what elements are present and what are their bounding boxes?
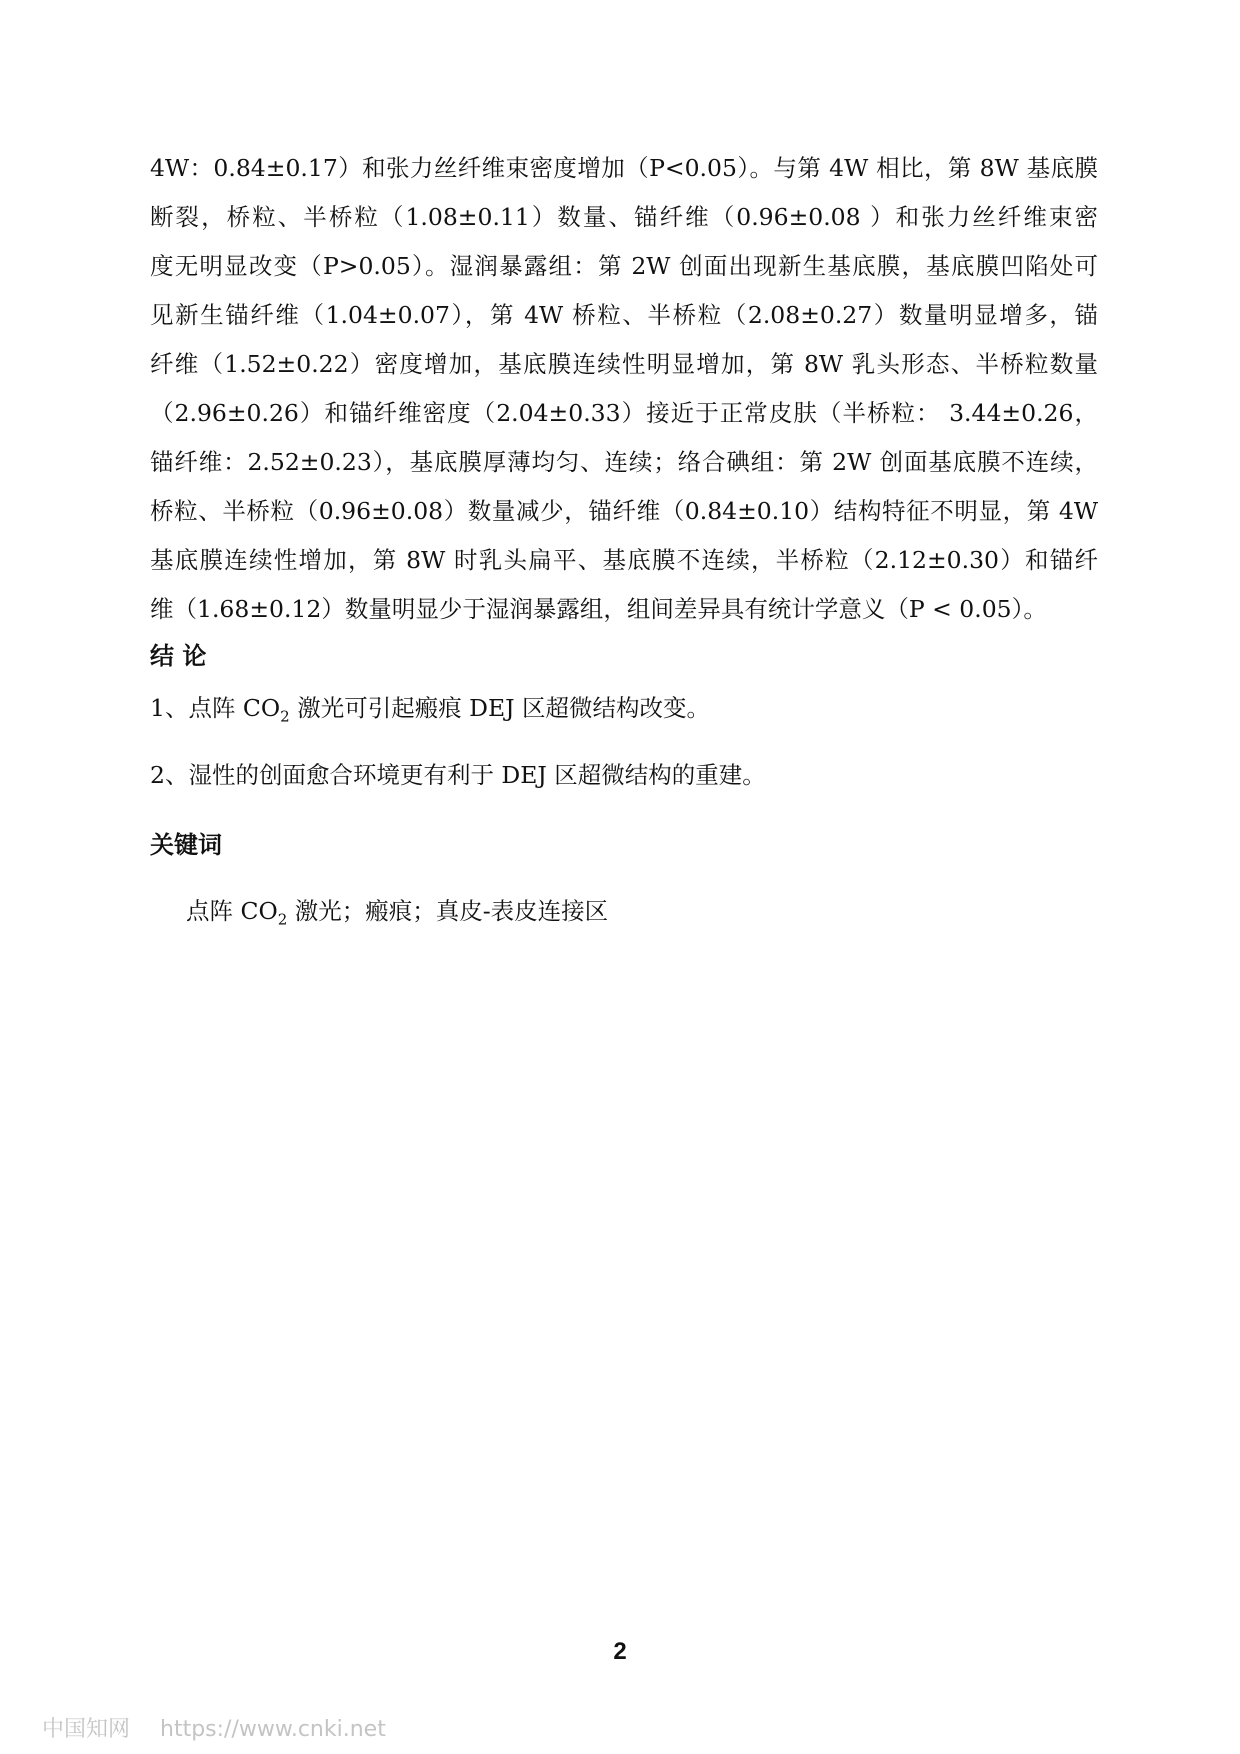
conclusion-heading: 结 论 bbox=[150, 642, 207, 670]
conclusion-item-1 bbox=[150, 689, 710, 726]
watermark-brand: 中国知网 bbox=[42, 1717, 131, 1742]
text-line: 基底膜连续性增加，第 8W 时乳头扁平、基底膜不连续，半桥粒（2.12±0.30）和锚纤 bbox=[150, 546, 1098, 574]
text-line: 断裂，桥粒、半桥粒（1.08±0.11）数量、锚纤维（0.96±0.08 ）和张力丝纤维束密 bbox=[150, 203, 1098, 231]
keywords-heading: 关键词 bbox=[150, 831, 222, 859]
watermark-url: https://www.cnki.net bbox=[160, 1717, 386, 1742]
text-line: 4W：0.84±0.17）和张力丝纤维束密度增加（P<0.05）。与第 4W 相比，第 8W 基底膜 bbox=[150, 154, 1098, 182]
text-line: 度无明显改变（P>0.05）。湿润暴露组：第 2W 创面出现新生基底膜，基底膜凹陷处可 bbox=[150, 252, 1098, 280]
page-number: 2 bbox=[613, 1638, 627, 1665]
conclusion-item-1-prefix: 1、点阵 CO bbox=[150, 694, 281, 722]
text-line: 桥粒、半桥粒（0.96±0.08）数量减少，锚纤维（0.84±0.10）结构特征不明显，第 4W bbox=[150, 497, 1098, 525]
subscript-2: 2 bbox=[277, 910, 288, 929]
text-line: 纤维（1.52±0.22）密度增加，基底膜连续性明显增加，第 8W 乳头形态、半桥粒数量 bbox=[150, 350, 1098, 378]
cnki-watermark bbox=[42, 1712, 416, 1743]
subscript-2: 2 bbox=[280, 707, 290, 726]
results-paragraph bbox=[150, 144, 1098, 634]
conclusion-item-1-suffix: 激光可引起瘢痕 DEJ 区超微结构改变。 bbox=[289, 694, 711, 722]
text-line: （2.96±0.26）和锚纤维密度（2.04±0.33）接近于正常皮肤（半桥粒： 3.44±0.26， bbox=[150, 399, 1098, 427]
text-line: 见新生锚纤维（1.04±0.07），第 4W 桥粒、半桥粒（2.08±0.27）数量明显增多，锚 bbox=[150, 301, 1098, 329]
text-line: 维（1.68±0.12）数量明显少于湿润暴露组，组间差异具有统计学意义（P < 0.05）。 bbox=[150, 595, 1047, 623]
text-line: 锚纤维：2.52±0.23），基底膜厚薄均匀、连续；络合碘组：第 2W 创面基底膜不连续， bbox=[150, 448, 1098, 476]
keywords-prefix: 点阵 CO bbox=[186, 897, 278, 925]
conclusion-item-2: 2、湿性的创面愈合环境更有利于 DEJ 区超微结构的重建。 bbox=[150, 761, 766, 789]
keywords-text bbox=[186, 892, 608, 929]
keywords-suffix: 激光；瘢痕；真皮-表皮连接区 bbox=[287, 897, 609, 925]
